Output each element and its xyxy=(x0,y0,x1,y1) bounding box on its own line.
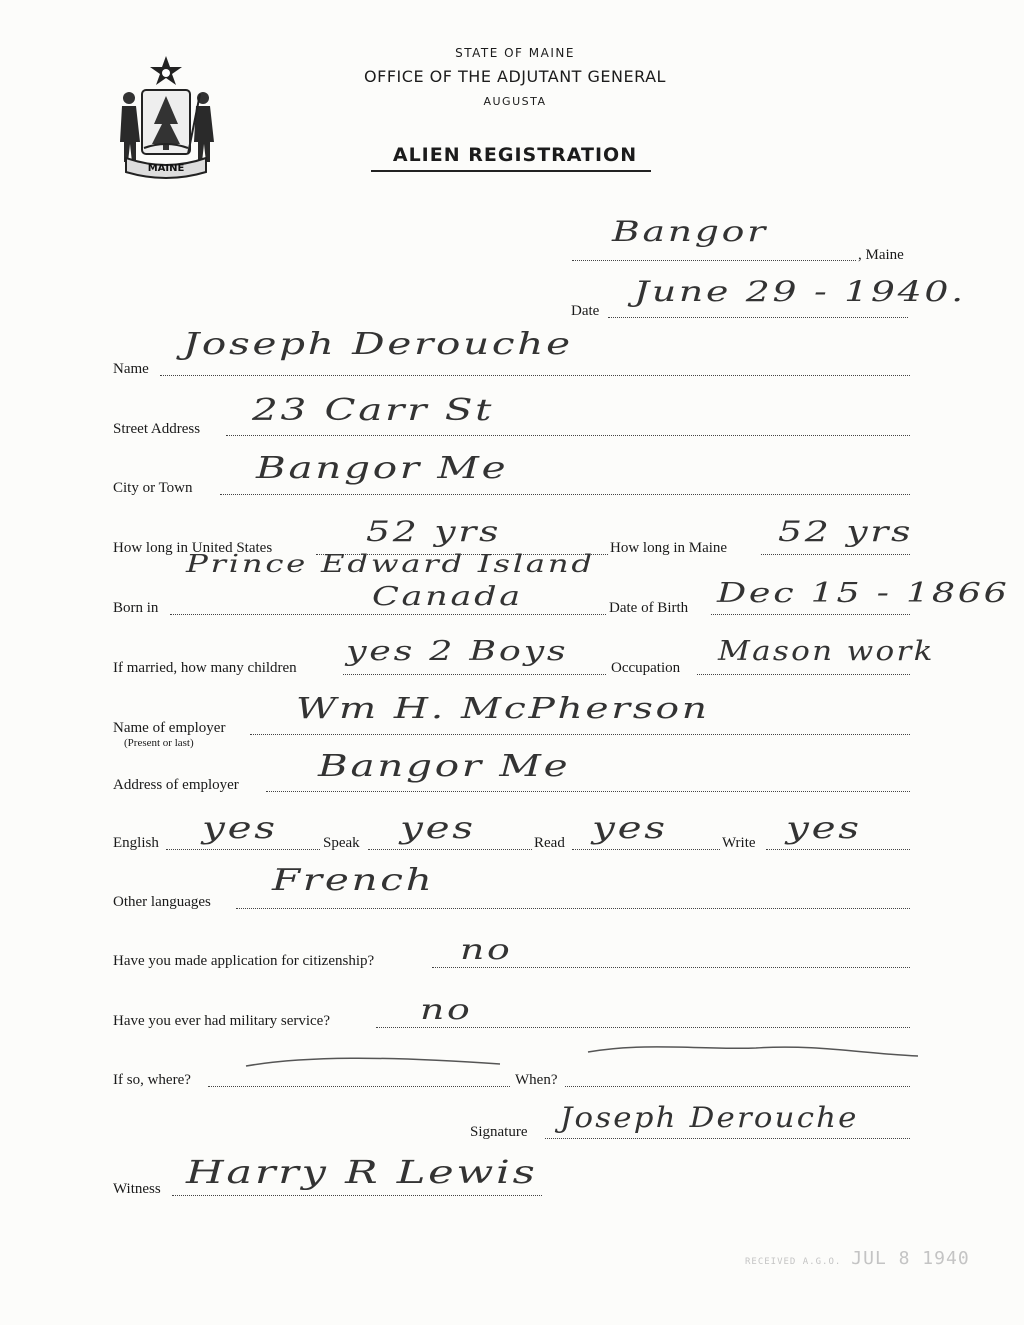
how-long-us-label: How long in United States xyxy=(113,540,273,556)
street-line xyxy=(226,435,910,436)
write-label: Write xyxy=(722,835,756,851)
seal-text: MAINE xyxy=(147,163,185,174)
date-of-birth-value: Dec 15 - 1866 xyxy=(717,578,1010,609)
english-label: English xyxy=(113,835,159,851)
employer-line xyxy=(250,734,910,735)
born-in-value-line2: Canada xyxy=(372,582,523,612)
date-label: Date xyxy=(571,303,600,319)
signature-line xyxy=(545,1138,910,1139)
maine-state-seal-icon xyxy=(112,54,220,184)
employer-value: Wm H. McPherson xyxy=(296,691,710,725)
town-line xyxy=(572,260,856,261)
born-in-label: Born in xyxy=(113,600,159,616)
where-line xyxy=(208,1086,510,1087)
occupation-label: Occupation xyxy=(611,660,681,676)
when-label: When? xyxy=(515,1072,558,1088)
english-line xyxy=(166,849,320,850)
how-long-maine-label: How long in Maine xyxy=(610,540,728,556)
how-long-maine-value: 52 yrs xyxy=(778,515,914,548)
write-value: yes xyxy=(786,811,862,846)
name-label: Name xyxy=(113,361,149,377)
title-underline xyxy=(371,170,651,172)
employer-sublabel: (Present or last) xyxy=(124,737,194,749)
english-value: yes xyxy=(202,811,278,846)
children-label: If married, how many children xyxy=(113,660,297,676)
employer-label: Name of employer xyxy=(113,720,226,736)
children-value: yes 2 Boys xyxy=(346,636,569,667)
city-label: City or Town xyxy=(113,480,193,496)
date-of-birth-line xyxy=(711,614,910,615)
date-value: June 29 - 1940. xyxy=(634,275,966,308)
city-line xyxy=(220,494,910,495)
other-languages-value: French xyxy=(272,863,435,898)
employer-address-value: Bangor Me xyxy=(318,749,571,784)
read-value: yes xyxy=(592,811,668,846)
town-suffix: , Maine xyxy=(858,247,904,263)
where-dash-mark xyxy=(244,1052,504,1072)
street-label: Street Address xyxy=(113,421,201,437)
citizenship-label: Have you made application for citizenship? xyxy=(113,953,375,969)
date-of-birth-label: Date of Birth xyxy=(609,600,689,616)
speak-value: yes xyxy=(400,811,476,846)
where-label: If so, where? xyxy=(113,1072,191,1088)
signature-value: Joseph Derouche xyxy=(560,1101,859,1134)
read-line xyxy=(572,849,720,850)
born-in-value-line1: Prince Edward Island xyxy=(186,550,595,578)
read-label: Read xyxy=(534,835,565,851)
employer-address-label: Address of employer xyxy=(113,777,239,793)
town-value: Bangor xyxy=(612,215,768,248)
received-stamp-text: RECEIVED A.G.O. xyxy=(745,1257,842,1267)
other-languages-label: Other languages xyxy=(113,894,211,910)
speak-line xyxy=(368,849,532,850)
how-long-us-value: 52 yrs xyxy=(366,515,502,548)
date-line xyxy=(608,317,908,318)
city-value: Bangor Me xyxy=(256,451,509,486)
military-line xyxy=(376,1027,910,1028)
signature-label: Signature xyxy=(470,1124,528,1140)
when-dash-mark xyxy=(586,1040,922,1062)
speak-label: Speak xyxy=(323,835,360,851)
occupation-value: Mason work xyxy=(718,636,935,667)
citizenship-value: no xyxy=(460,933,513,966)
received-stamp-date: JUL 8 1940 xyxy=(851,1248,970,1269)
write-line xyxy=(766,849,910,850)
military-value: no xyxy=(420,993,473,1026)
witness-line xyxy=(172,1195,542,1196)
name-value: Joseph Derouche xyxy=(183,327,573,362)
born-in-line xyxy=(170,614,606,615)
witness-value: Harry R Lewis xyxy=(186,1153,538,1191)
military-label: Have you ever had military service? xyxy=(113,1013,330,1029)
received-stamp xyxy=(745,1248,970,1269)
citizenship-line xyxy=(432,967,910,968)
children-line xyxy=(343,674,606,675)
how-long-maine-line xyxy=(761,554,910,555)
when-line xyxy=(565,1086,910,1087)
other-languages-line xyxy=(236,908,910,909)
name-line xyxy=(160,375,910,376)
form-title: ALIEN REGISTRATION xyxy=(392,144,638,166)
city-heading: AUGUSTA xyxy=(483,95,547,108)
employer-address-line xyxy=(266,791,910,792)
witness-label: Witness xyxy=(113,1181,161,1197)
street-value: 23 Carr St xyxy=(252,393,495,428)
office-heading: OFFICE OF THE ADJUTANT GENERAL xyxy=(364,67,666,86)
occupation-line xyxy=(697,674,910,675)
state-heading: STATE OF MAINE xyxy=(455,46,575,60)
